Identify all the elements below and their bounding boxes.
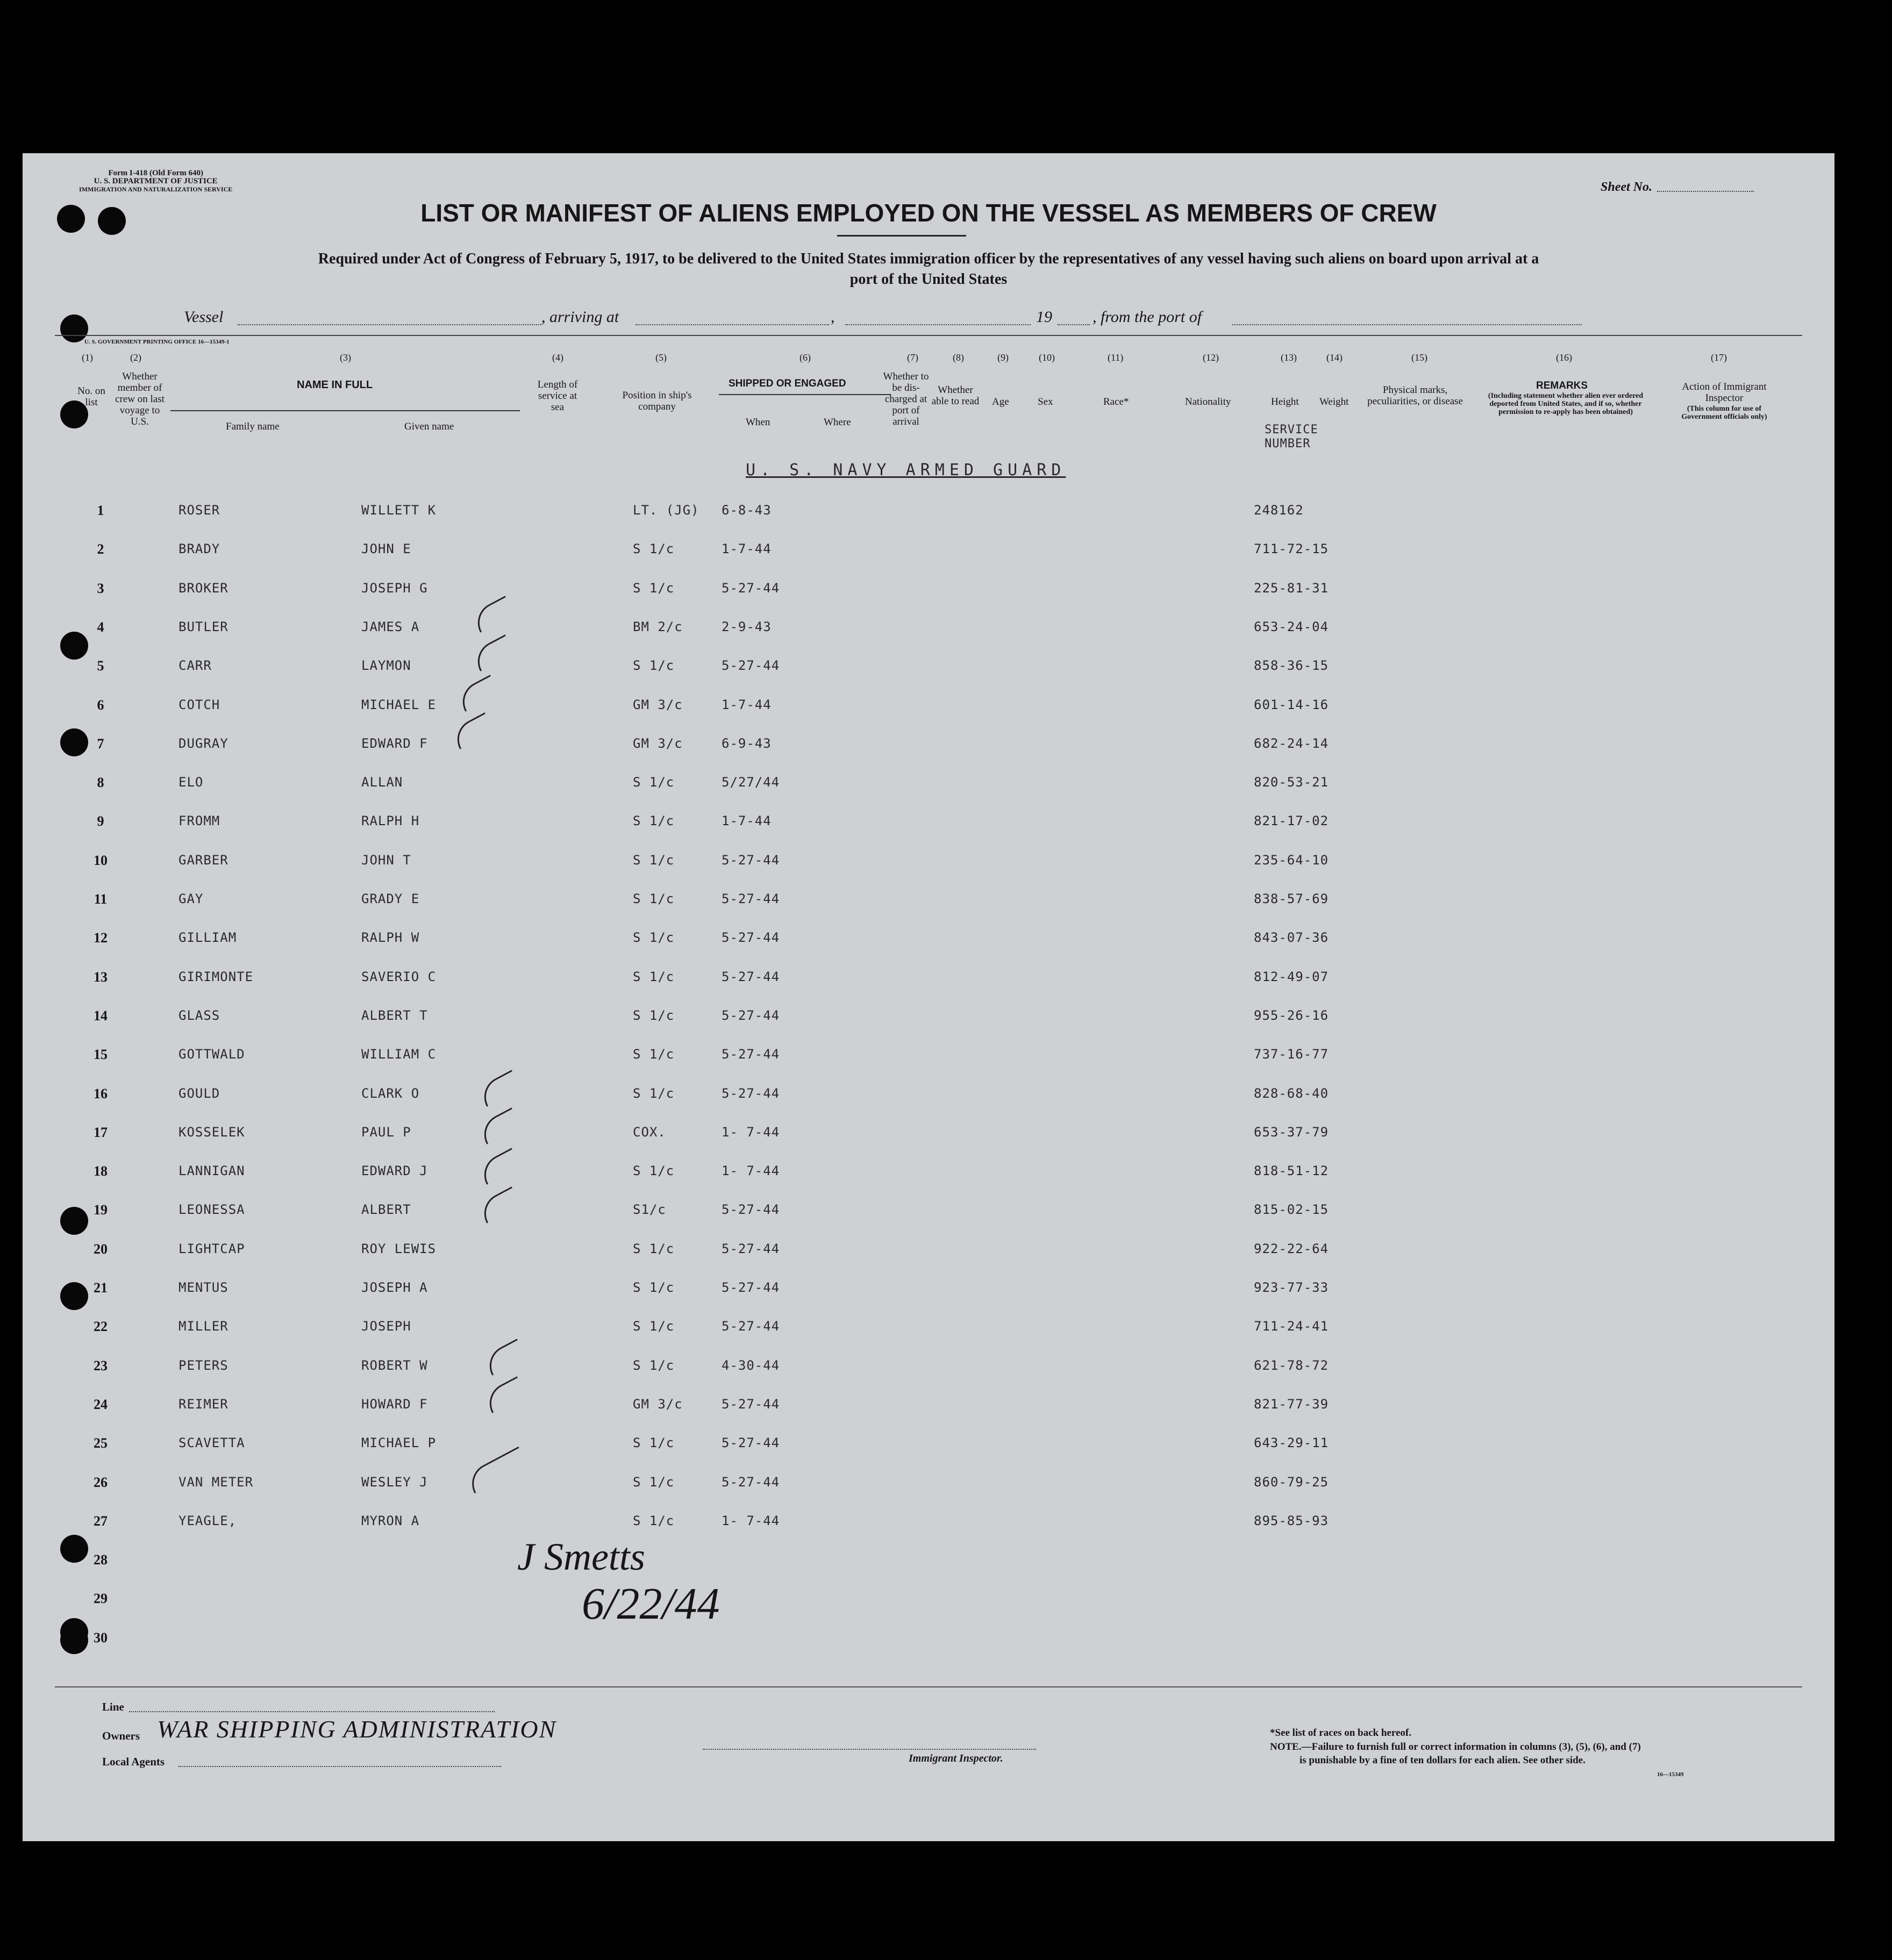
shipped-when: 4-30-44	[722, 1357, 780, 1373]
row-number: 2	[97, 541, 104, 557]
family-name: LIGHTCAP	[179, 1241, 245, 1256]
family-name: MENTUS	[179, 1280, 229, 1295]
family-name: GARBER	[179, 852, 229, 868]
shipped-when: 1- 7-44	[722, 1124, 780, 1140]
table-row	[23, 1475, 1834, 1496]
inspector-label: Immigrant Inspector.	[909, 1752, 1003, 1764]
form-title: LIST OR MANIFEST OF ALIENS EMPLOYED ON THE VESSEL AS MEMBERS OF CREW	[420, 199, 1437, 227]
col-num-13: (13)	[1281, 352, 1297, 363]
family-name: GIRIMONTE	[179, 969, 254, 984]
position: GM 3/c	[633, 1396, 683, 1412]
shipped-when: 5-27-44	[722, 1047, 780, 1062]
col-header-name: NAME IN FULL	[297, 379, 373, 391]
col-num-1: (1)	[82, 352, 93, 363]
shipped-when: 6-9-43	[722, 735, 772, 751]
table-row	[23, 1125, 1834, 1146]
inspector-signature: J Smetts	[517, 1535, 645, 1578]
row-number: 25	[94, 1435, 108, 1451]
position: LT. (JG)	[633, 503, 699, 518]
col-num-6: (6)	[799, 352, 811, 363]
table-row	[23, 1319, 1834, 1340]
col-header-inspector: Action of Immigrant Inspector	[1682, 381, 1767, 404]
row-number: 28	[94, 1552, 108, 1568]
position: S 1/c	[633, 658, 675, 674]
form-subtitle	[23, 249, 1834, 290]
service-number: 860-79-25	[1254, 1474, 1329, 1490]
family-name: GLASS	[179, 1007, 220, 1023]
from-port-label: , from the port of	[1093, 308, 1202, 326]
position: S 1/c	[633, 852, 675, 868]
family-name: DUGRAY	[179, 735, 229, 751]
service-number: 818-51-12	[1254, 1163, 1329, 1179]
owners-value: WAR SHIPPING ADMINISTRATION	[157, 1715, 557, 1743]
service-number: 895-85-93	[1254, 1513, 1329, 1528]
col-header-where: Where	[824, 417, 851, 428]
row-number: 24	[94, 1396, 108, 1412]
row-number: 8	[97, 775, 104, 791]
owners-label: Owners	[102, 1729, 140, 1742]
table-row	[23, 813, 1834, 835]
service-number: 843-07-36	[1254, 930, 1329, 946]
col-header-family: Family name	[226, 421, 280, 432]
table-row	[23, 969, 1834, 991]
given-name: JOSEPH A	[361, 1280, 428, 1295]
vessel-label: Vessel	[184, 308, 224, 326]
shipped-when: 5-27-44	[722, 1396, 780, 1412]
row-number: 26	[94, 1474, 108, 1490]
table-row	[23, 736, 1834, 757]
col-num-14: (14)	[1326, 352, 1343, 363]
given-name: EDWARD F	[361, 735, 428, 751]
family-name: GOTTWALD	[179, 1047, 245, 1062]
col-num-5: (5)	[655, 352, 667, 363]
col-num-7: (7)	[907, 352, 918, 363]
position: S 1/c	[633, 813, 675, 829]
service-number: 682-24-14	[1254, 735, 1329, 751]
shipped-when: 2-9-43	[722, 619, 772, 634]
table-row	[23, 1202, 1834, 1224]
shipped-when: 5-27-44	[722, 1241, 780, 1256]
printing-office: U. S. GOVERNMENT PRINTING OFFICE 16—15349-1	[84, 339, 230, 345]
inspector-field	[703, 1749, 1036, 1750]
form-number: Form I-418 (Old Form 640)	[108, 169, 203, 177]
agents-label: Local Agents	[102, 1755, 165, 1768]
service-number: 737-16-77	[1254, 1047, 1329, 1062]
shipped-when: 5/27/44	[722, 775, 780, 790]
line-label: Line	[102, 1700, 124, 1713]
service-number: 955-26-16	[1254, 1007, 1329, 1023]
table-row	[23, 853, 1834, 874]
vessel-field	[238, 324, 541, 325]
row-number: 3	[97, 580, 104, 596]
shipped-when: 5-27-44	[722, 852, 780, 868]
races-note: *See list of races on back hereof.	[1270, 1727, 1411, 1739]
shipped-when: 5-27-44	[722, 1085, 780, 1101]
given-name: HOWARD F	[361, 1396, 428, 1412]
shipped-when: 1-7-44	[722, 541, 772, 557]
given-name: RALPH W	[361, 930, 420, 946]
shipped-when: 5-27-44	[722, 1202, 780, 1218]
table-row	[23, 1047, 1834, 1068]
shipped-when: 1- 7-44	[722, 1163, 780, 1179]
given-name: JOHN T	[361, 852, 411, 868]
col-num-3: (3)	[340, 352, 351, 363]
given-name: WILLETT K	[361, 503, 437, 518]
given-name: GRADY E	[361, 891, 420, 906]
table-row	[23, 1008, 1834, 1029]
family-name: LEONESSA	[179, 1202, 245, 1218]
col-num-16: (16)	[1556, 352, 1572, 363]
family-name: VAN METER	[179, 1474, 254, 1490]
shipped-when: 5-27-44	[722, 1435, 780, 1451]
subtitle-line-1: Required under Act of Congress of February 5, 1917, to be delivered to the United States immigration officer by the representatives of any vessel having such aliens on board upon arrival at a	[318, 251, 1539, 267]
table-row	[23, 541, 1834, 563]
footer-rule	[55, 1686, 1802, 1687]
position: GM 3/c	[633, 735, 683, 751]
row-number: 30	[94, 1629, 108, 1646]
service: IMMIGRATION AND NATURALIZATION SERVICE	[79, 185, 233, 193]
col-header-inspector-note: (This column for use of Government officials only)	[1681, 405, 1767, 421]
table-row	[23, 1241, 1834, 1263]
col-header-sex: Sex	[1038, 396, 1053, 407]
family-name: GILLIAM	[179, 930, 237, 946]
service-number: 653-24-04	[1254, 619, 1329, 634]
form-code: 16—15349	[1657, 1771, 1684, 1778]
row-number: 10	[94, 852, 108, 868]
given-name: WILLIAM C	[361, 1047, 437, 1062]
given-name: JAMES A	[361, 619, 420, 634]
manifest-sheet	[23, 153, 1834, 1841]
shipped-when: 5-27-44	[722, 658, 780, 674]
position: S 1/c	[633, 1047, 675, 1062]
col-num-10: (10)	[1039, 352, 1055, 363]
shipped-when: 1- 7-44	[722, 1513, 780, 1528]
shipped-when: 5-27-44	[722, 1280, 780, 1295]
service-number: 821-17-02	[1254, 813, 1329, 829]
agents-field	[179, 1766, 501, 1767]
shipped-when: 5-27-44	[722, 891, 780, 906]
table-row	[23, 775, 1834, 796]
col-header-remarks-note: (Including statement whether alien ever ordered deported from United States, and if so, whether permission to re-apply has been obtained)	[1488, 392, 1644, 416]
row-number: 27	[94, 1513, 108, 1529]
row-number: 16	[94, 1085, 108, 1101]
position: S 1/c	[633, 1357, 675, 1373]
position: S 1/c	[633, 1163, 675, 1179]
table-row	[23, 697, 1834, 719]
given-name: MICHAEL E	[361, 697, 437, 712]
row-number: 22	[94, 1319, 108, 1335]
shipped-when: 5-27-44	[722, 1319, 780, 1334]
position: S 1/c	[633, 541, 675, 557]
family-name: FROMM	[179, 813, 220, 829]
shipped-when: 5-27-44	[722, 969, 780, 984]
col-header-race: Race*	[1103, 396, 1129, 407]
table-row	[23, 1163, 1834, 1185]
given-name: EDWARD J	[361, 1163, 428, 1179]
shipped-when: 5-27-44	[722, 930, 780, 946]
row-number: 17	[94, 1124, 108, 1140]
table-row	[23, 581, 1834, 602]
service-number: 923-77-33	[1254, 1280, 1329, 1295]
penalty-note-line-2: is punishable by a fine of ten dollars for each alien. See other side.	[1300, 1755, 1586, 1766]
position: S 1/c	[633, 969, 675, 984]
row-number: 4	[97, 619, 104, 635]
given-name: JOSEPH G	[361, 580, 428, 596]
service-number: 828-68-40	[1254, 1085, 1329, 1101]
row-number: 15	[94, 1047, 108, 1063]
given-name: MYRON A	[361, 1513, 420, 1528]
col-header-no: No. on list	[77, 385, 105, 408]
service-number: 711-72-15	[1254, 541, 1329, 557]
given-name: ROY LEWIS	[361, 1241, 437, 1256]
family-name: REIMER	[179, 1396, 229, 1412]
header-rule	[55, 335, 1802, 336]
col-header-age: Age	[992, 396, 1009, 407]
row-number: 18	[94, 1163, 108, 1179]
table-row	[23, 1552, 1834, 1573]
table-row	[23, 1280, 1834, 1301]
col-header-when: When	[746, 417, 770, 428]
given-name: WESLEY J	[361, 1474, 428, 1490]
row-number: 6	[97, 697, 104, 713]
col-num-11: (11)	[1108, 352, 1124, 363]
shipped-when: 5-27-44	[722, 1007, 780, 1023]
given-name: JOHN E	[361, 541, 411, 557]
family-name: ELO	[179, 775, 204, 790]
position: GM 3/c	[633, 697, 683, 712]
table-row	[23, 1086, 1834, 1107]
family-name: YEAGLE,	[179, 1513, 237, 1528]
position: COX.	[633, 1124, 666, 1140]
table-row	[23, 1513, 1834, 1535]
given-name: ALBERT T	[361, 1007, 428, 1023]
position: S 1/c	[633, 930, 675, 946]
given-name: CLARK O	[361, 1085, 420, 1101]
row-number: 13	[94, 969, 108, 985]
shipped-when: 1-7-44	[722, 697, 772, 712]
family-name: COTCH	[179, 697, 220, 712]
col-num-15: (15)	[1411, 352, 1427, 363]
row-number: 7	[97, 735, 104, 752]
penalty-note-line-1: NOTE.—Failure to furnish full or correct information in columns (3), (5), (6), and (7)	[1270, 1741, 1641, 1752]
year-field	[1058, 324, 1090, 325]
position: S 1/c	[633, 1474, 675, 1490]
family-name: GOULD	[179, 1085, 220, 1101]
col-header-member-crew: Whether member of crew on last voyage to U.S.	[115, 371, 165, 427]
position: S 1/c	[633, 891, 675, 906]
sheet-number-line	[1657, 191, 1754, 192]
col-header-given: Given name	[404, 421, 454, 432]
col-num-8: (8)	[953, 352, 964, 363]
row-number: 11	[94, 891, 108, 907]
col-header-discharged: Whether to be dis-charged at port of arrival	[883, 371, 929, 427]
row-number: 5	[97, 658, 104, 674]
service-number: 858-36-15	[1254, 658, 1329, 674]
title-rule	[837, 235, 966, 237]
shipped-rule	[719, 394, 891, 395]
family-name: KOSSELEK	[179, 1124, 245, 1140]
arriving-field	[636, 324, 829, 325]
family-name: CARR	[179, 658, 212, 674]
position: S1/c	[633, 1202, 666, 1218]
service-number: 812-49-07	[1254, 969, 1329, 984]
family-name: SCAVETTA	[179, 1435, 245, 1451]
table-row	[23, 619, 1834, 641]
family-name: BROKER	[179, 580, 229, 596]
row-number: 20	[94, 1241, 108, 1257]
col-num-12: (12)	[1203, 352, 1219, 363]
given-name: SAVERIO C	[361, 969, 437, 984]
col-num-9: (9)	[997, 352, 1009, 363]
col-header-height: Height	[1271, 396, 1299, 407]
table-row	[23, 1435, 1834, 1457]
row-number: 1	[97, 503, 104, 518]
position: S 1/c	[633, 1085, 675, 1101]
service-number: 821-77-39	[1254, 1396, 1329, 1412]
col-header-weight: Weight	[1319, 396, 1349, 407]
service-number: 601-14-16	[1254, 697, 1329, 712]
family-name: PETERS	[179, 1357, 229, 1373]
arriving-label: , arriving at	[541, 308, 619, 326]
comma-sep: ,	[831, 308, 835, 326]
position: S 1/c	[633, 1513, 675, 1528]
family-name: BRADY	[179, 541, 220, 557]
year-label: 19	[1036, 308, 1052, 326]
col-header-shipped: SHIPPED OR ENGAGED	[729, 378, 846, 389]
service-number: 815-02-15	[1254, 1202, 1329, 1218]
given-name: MICHAEL P	[361, 1435, 437, 1451]
service-number: 235-64-10	[1254, 852, 1329, 868]
service-number: 922-22-64	[1254, 1241, 1329, 1256]
row-number: 9	[97, 813, 104, 829]
department: U. S. DEPARTMENT OF JUSTICE	[94, 177, 218, 185]
family-name: LANNIGAN	[179, 1163, 245, 1179]
line-field	[129, 1711, 495, 1712]
col-num-4: (4)	[552, 352, 563, 363]
position: S 1/c	[633, 1435, 675, 1451]
service-number: 711-24-41	[1254, 1319, 1329, 1334]
row-number: 19	[94, 1202, 108, 1218]
col-header-position: Position in ship's company	[622, 390, 692, 412]
given-name: LAYMON	[361, 658, 411, 674]
row-number: 29	[94, 1591, 108, 1607]
form-id	[79, 169, 232, 194]
service-number: 225-81-31	[1254, 580, 1329, 596]
position: S 1/c	[633, 580, 675, 596]
penalty-note	[1270, 1740, 1641, 1767]
col-header-read: Whether able to read	[931, 384, 980, 407]
service-number: 838-57-69	[1254, 891, 1329, 906]
from-port-field	[1232, 324, 1582, 325]
col-header-service-sea: Length of service at sea	[537, 379, 578, 413]
family-name: ROSER	[179, 503, 220, 518]
family-name: BUTLER	[179, 619, 229, 634]
table-row	[23, 1630, 1834, 1651]
row-number: 12	[94, 930, 108, 946]
position: S 1/c	[633, 1319, 675, 1334]
service-number: 621-78-72	[1254, 1357, 1329, 1373]
given-name: ALLAN	[361, 775, 403, 790]
given-name: PAUL P	[361, 1124, 411, 1140]
subtitle-line-2: port of the United States	[849, 271, 1008, 288]
row-number: 21	[94, 1280, 108, 1296]
table-row	[23, 1358, 1834, 1379]
table-row	[23, 1397, 1834, 1418]
position: S 1/c	[633, 1280, 675, 1295]
position: S 1/c	[633, 775, 675, 790]
shipped-when: 1-7-44	[722, 813, 772, 829]
table-row	[23, 930, 1834, 952]
service-number: 248162	[1254, 503, 1304, 518]
table-row	[23, 891, 1834, 913]
position: S 1/c	[633, 1241, 675, 1256]
position: BM 2/c	[633, 619, 683, 634]
name-rule	[170, 410, 520, 411]
row-number: 14	[94, 1007, 108, 1024]
given-name: ALBERT	[361, 1202, 411, 1218]
given-name: ROBERT W	[361, 1357, 428, 1373]
shipped-when: 6-8-43	[722, 503, 772, 518]
col-header-service-number: SERVICE NUMBER	[1265, 423, 1318, 450]
given-name: RALPH H	[361, 813, 420, 829]
table-row	[23, 658, 1834, 679]
service-number: 820-53-21	[1254, 775, 1329, 790]
position: S 1/c	[633, 1007, 675, 1023]
given-name: JOSEPH	[361, 1319, 411, 1334]
col-header-remarks: REMARKS	[1536, 380, 1588, 391]
col-header-physical: Physical marks, peculiarities, or disease	[1367, 384, 1463, 407]
col-num-17: (17)	[1711, 352, 1727, 363]
signature-date: 6/22/44	[582, 1579, 720, 1629]
table-row	[23, 1591, 1834, 1612]
date-field	[845, 324, 1031, 325]
shipped-when: 5-27-44	[722, 1474, 780, 1490]
col-header-nationality: Nationality	[1185, 396, 1231, 407]
row-number: 23	[94, 1357, 108, 1374]
sheet-number-label: Sheet No.	[1601, 180, 1652, 194]
table-row	[23, 503, 1834, 524]
col-num-2: (2)	[130, 352, 141, 363]
section-heading: U. S. NAVY ARMED GUARD	[746, 461, 1066, 480]
family-name: GAY	[179, 891, 204, 906]
family-name: MILLER	[179, 1319, 229, 1334]
service-number: 653-37-79	[1254, 1124, 1329, 1140]
shipped-when: 5-27-44	[722, 580, 780, 596]
service-number: 643-29-11	[1254, 1435, 1329, 1451]
